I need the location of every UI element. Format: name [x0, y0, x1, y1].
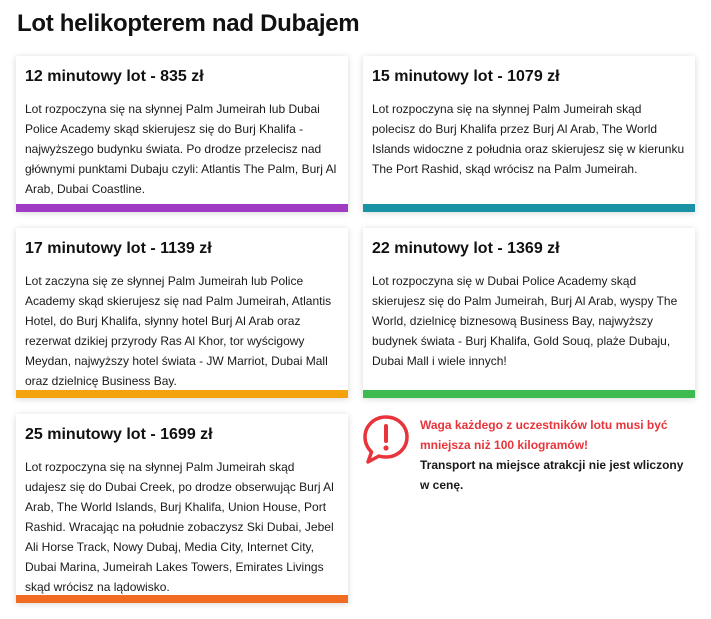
card-accent-bar [363, 204, 695, 212]
notice-box [362, 414, 694, 492]
card-accent-bar [16, 390, 348, 398]
card-title: 15 minutowy lot - 1079 zł [372, 68, 560, 85]
flight-card-22-min [363, 228, 695, 398]
page-title: Lot helikopterem nad Dubajem [17, 10, 360, 37]
transport-info: Transport na miejsce atrakcji nie jest wliczony w cenę. [420, 458, 684, 492]
card-title: 12 minutowy lot - 835 zł [25, 68, 204, 85]
exclamation-speech-bubble-icon [362, 414, 410, 466]
flight-card-25-min [16, 414, 348, 603]
card-accent-bar [16, 595, 348, 603]
flight-card-17-min [16, 228, 348, 398]
card-accent-bar [16, 204, 348, 212]
card-description: Lot rozpoczyna się na słynnej Palm Jumeirah lub Dubai Police Academy skąd skierujesz się do Burj Khalifa - najwyższego budynku świata. Po drodze przelecisz nad głównymi punktami Dubaju czyli: Atlantis The Palm, Burj Al Arab, Dubai Coastline. [25, 102, 337, 196]
card-description: Lot rozpoczyna się w Dubai Police Academy skąd skierujesz się do Palm Jumeirah, Burj Al Arab, wyspy The World, dzielnicę biznesową Business Bay, najwyższy budynek świata - Burj Khalifa, Gold Souq, plaże Dubaju, Dubai Mall i wiele innych! [372, 274, 678, 368]
card-title: 25 minutowy lot - 1699 zł [25, 426, 213, 443]
flight-card-12-min [16, 56, 348, 212]
card-title: 22 minutowy lot - 1369 zł [372, 240, 560, 257]
card-description: Lot rozpoczyna się na słynnej Palm Jumeirah skąd polecisz do Burj Khalifa przez Burj Al Arab, The World Islands widoczne z południa oraz skierujesz się w kierunku The Port Rashid, skąd wrócisz na Palm Jumeirah. [372, 102, 685, 176]
notice-text [420, 415, 690, 495]
weight-warning: Waga każdego z uczestników lotu musi być mniejsza niż 100 kilogramów! [420, 418, 668, 452]
flight-card-15-min [363, 56, 695, 212]
card-title: 17 minutowy lot - 1139 zł [25, 240, 212, 257]
card-description: Lot rozpoczyna się na słynnej Palm Jumeirah skąd udajesz się do Dubai Creek, po drodze obserwując Burj Al Arab, The World Islands, Burj Khalifa, Union House, Port Rashid. Wracając na południe zobaczysz Ski Dubai, Jebel Ali Horse Track, Nowy Dubaj, Media City, Internet City, Dubai Marina, Jumeirah Lakes Towers, Emirates Livings skąd wrócisz na lądowisko. [25, 460, 334, 594]
card-description: Lot zaczyna się ze słynnej Palm Jumeirah lub Police Academy skąd skierujesz się nad Palm Jumeirah, Atlantis Hotel, do Burj Khalifa, słynny hotel Burj Al Arab oraz rezerwat dzikiej przyrody Ras Al Khor, tor wyścigowy Meydan, najwyższy hotel świata - JW Marriot, Dubai Mall oraz dzielnicę Business Bay. [25, 274, 332, 388]
card-accent-bar [363, 390, 695, 398]
